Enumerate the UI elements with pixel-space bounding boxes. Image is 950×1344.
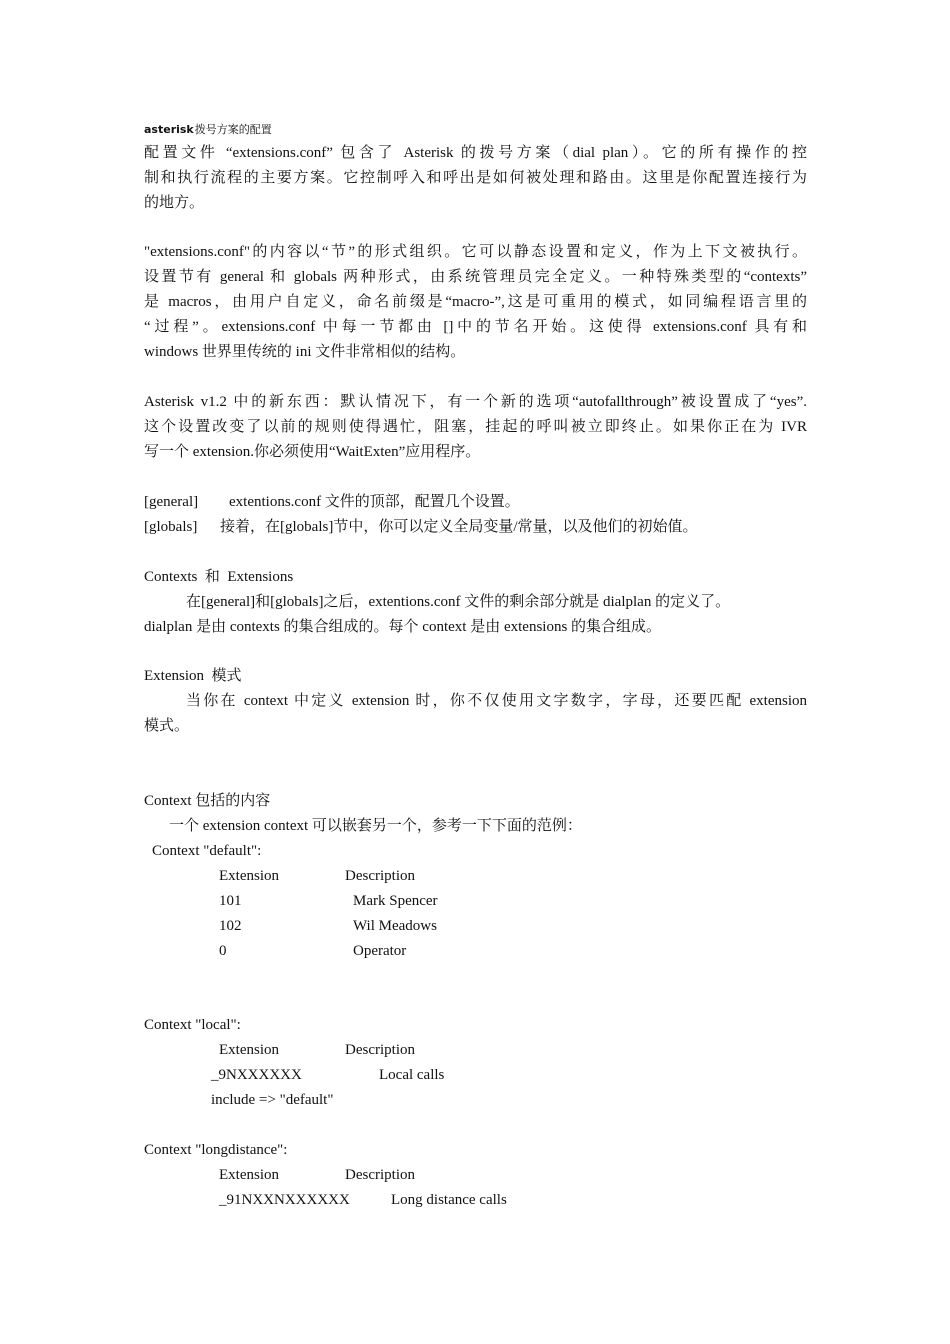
- para2-line-2: 设置节有 general 和 globals 两种形式，由系统管理员完全定义。一种特殊类型的“contexts”: [144, 269, 807, 285]
- default-row-2-ext: 102: [219, 918, 242, 934]
- contexts-line-1: 在[general]和[globals]之后，extentions.conf 文件的剩余部分就是 dialplan 的定义了。: [186, 594, 731, 610]
- default-row-2-desc: Wil Meadows: [353, 918, 437, 934]
- local-row-desc: Local calls: [379, 1067, 445, 1083]
- para2-line-4: “过程”。extensions.conf 中每一节都由 []中的节名开始。这使得 extensions.conf 具有和: [144, 319, 807, 335]
- para3-line-2: 这个设置改变了以前的规则使得遇忙，阻塞，挂起的呼叫被立即终止。如果你正在为 IVR: [144, 419, 807, 435]
- para3-line-3: 写一个 extension.你必须使用“WaitExten”应用程序。: [144, 444, 481, 460]
- intro-line-1: 配置文件 “extensions.conf” 包含了 Asterisk 的拨号方案（dial plan）。它的所有操作的控: [144, 145, 807, 161]
- long-col-extension: Extension: [219, 1167, 279, 1183]
- context-includes-intro: 一个 extension context 可以嵌套另一个，参考一下下面的范例：: [169, 818, 582, 834]
- contexts-line-2: dialplan 是由 contexts 的集合组成的。每个 context 是由 extensions 的集合组成。: [144, 619, 662, 635]
- para2-line-1: "extensions.conf"的内容以“节”的形式组织。它可以静态设置和定义，作为上下文被执行。: [144, 244, 807, 260]
- title-rest: 拨号方案的配置: [194, 124, 272, 136]
- context-longdistance-label: Context "longdistance":: [144, 1142, 288, 1158]
- long-row-ext: _91NXXNXXXXXX: [219, 1192, 350, 1208]
- local-include: include => "default": [211, 1092, 334, 1108]
- default-col-extension: Extension: [219, 868, 279, 884]
- title-bold: asterisk: [144, 123, 194, 136]
- extension-line-1: 当你在 context 中定义 extension 时，你不仅使用文字数字，字母，还要匹配 extension: [186, 693, 807, 709]
- context-local-label: Context "local":: [144, 1017, 241, 1033]
- para2-line-5: windows 世界里传统的 ini 文件非常相似的结构。: [144, 344, 466, 360]
- default-row-3-desc: Operator: [353, 943, 407, 959]
- intro-line-2: 制和执行流程的主要方案。它控制呼入和呼出是如何被处理和路由。这里是你配置连接行为: [144, 170, 807, 186]
- long-row-desc: Long distance calls: [391, 1192, 507, 1208]
- para2-line-3: 是 macros，由用户自定义，命名前缀是“macro-”,这是可重用的模式，如同编程语言里的: [144, 294, 807, 310]
- default-row-1-ext: 101: [219, 893, 242, 909]
- long-col-description: Description: [345, 1167, 415, 1183]
- doc-title: [144, 123, 807, 137]
- context-includes-heading: Context 包括的内容: [144, 793, 271, 809]
- local-col-extension: Extension: [219, 1042, 279, 1058]
- globals-key: [globals]: [144, 519, 198, 535]
- context-default-label: Context "default":: [152, 843, 262, 859]
- default-col-description: Description: [345, 868, 415, 884]
- local-col-description: Description: [345, 1042, 415, 1058]
- general-key: [general]: [144, 494, 199, 510]
- intro-line-3: 的地方。: [144, 195, 205, 211]
- default-row-1-desc: Mark Spencer: [353, 893, 438, 909]
- para3-line-1: Asterisk v1.2 中的新东西：默认情况下，有一个新的选项“autofallthrough”被设置成了“yes”.: [144, 394, 807, 410]
- extension-line-2: 模式。: [144, 718, 190, 734]
- contexts-heading: Contexts 和 Extensions: [144, 569, 294, 585]
- globals-desc: 接着，在[globals]节中，你可以定义全局变量/常量，以及他们的初始值。: [220, 519, 698, 535]
- local-row-ext: _9NXXXXXX: [211, 1067, 302, 1083]
- general-desc: extentions.conf 文件的顶部，配置几个设置。: [229, 494, 520, 510]
- extension-heading: Extension 模式: [144, 668, 242, 684]
- default-row-3-ext: 0: [219, 943, 227, 959]
